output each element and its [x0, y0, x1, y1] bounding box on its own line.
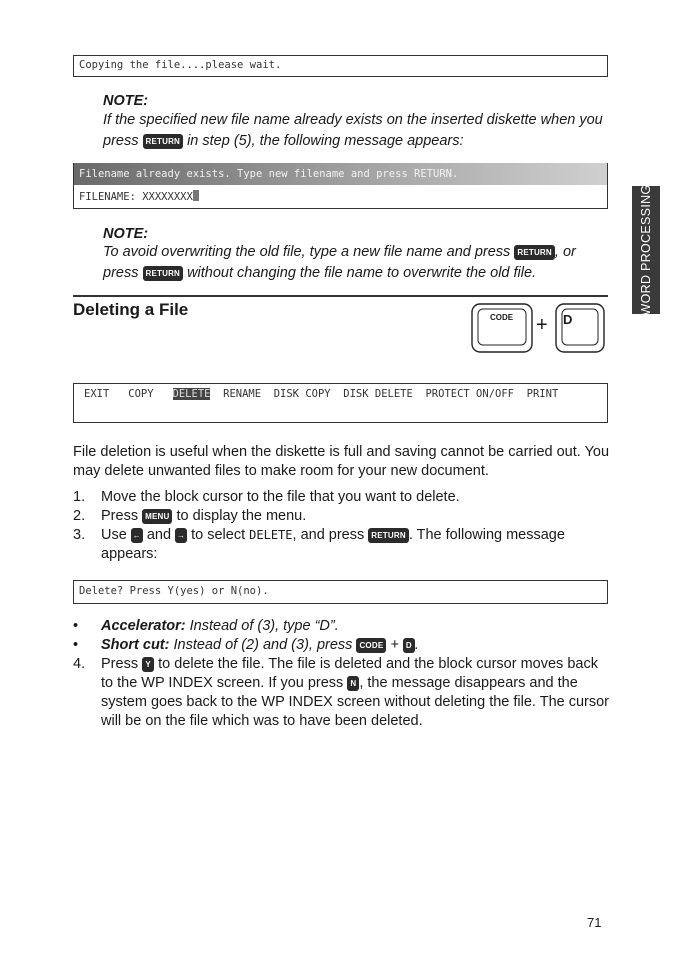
menu-item-print[interactable]: PRINT	[526, 388, 559, 400]
delete-confirm-text: Delete? Press Y(yes) or N(no).	[79, 585, 269, 597]
menu-item-disk-delete[interactable]: DISK DELETE	[343, 388, 413, 400]
menu-item-protect[interactable]: PROTECT ON/OFF	[425, 388, 514, 400]
y-key-icon: Y	[142, 657, 154, 672]
code-key-label: CODE	[490, 313, 514, 322]
left-arrow-key-icon: ←	[131, 528, 143, 543]
filename-exists-message: Filename already exists. Type new filename and press RETURN.	[79, 168, 459, 180]
section-title: Deleting a File	[73, 300, 189, 319]
note2-text: To avoid overwriting the old file, type a new file name and press RETURN , or press RETURN without changing the file name to overwrite the old file.	[103, 244, 576, 281]
d-key-icon: D	[403, 638, 415, 653]
return-key-icon: RETURN	[143, 266, 184, 281]
menu-item-copy[interactable]: COPY	[128, 388, 154, 400]
screen-file-menu	[73, 383, 608, 423]
code-key-icon: CODE	[356, 638, 386, 653]
screen-delete-confirm	[73, 580, 608, 604]
menu-bar	[84, 388, 558, 400]
screen-filename-exists	[73, 163, 608, 209]
return-key-icon: RETURN	[368, 528, 409, 543]
return-key-icon: RETURN	[514, 245, 555, 260]
screen-copying-message	[73, 55, 608, 77]
right-arrow-key-icon: →	[175, 528, 187, 543]
side-tab-word-processing: WORD PROCESSING	[632, 186, 660, 314]
intro-paragraph: File deletion is useful when the diskette is full and saving cannot be carried out. You may delete unwanted files to make room for your new document.	[73, 444, 610, 479]
filename-input[interactable]: XXXXXXXX	[142, 191, 193, 203]
section-divider	[73, 295, 608, 297]
return-key-icon: RETURN	[143, 134, 184, 149]
copying-text: Copying the file....please wait.	[79, 59, 282, 71]
d-key-label: D	[563, 312, 573, 327]
n-key-icon: N	[347, 676, 359, 691]
menu-item-exit[interactable]: EXIT	[84, 388, 110, 400]
menu-item-delete[interactable]: DELETE	[172, 388, 211, 400]
note2-heading: NOTE:	[103, 226, 149, 242]
filename-prompt: FILENAME: XXXXXXXX	[79, 190, 199, 203]
page-number: 71	[587, 915, 602, 930]
text-cursor	[193, 190, 199, 201]
menu-item-rename[interactable]: RENAME	[223, 388, 262, 400]
note1-heading: NOTE:	[103, 93, 149, 109]
menu-item-disk-copy[interactable]: DISK COPY	[273, 388, 331, 400]
note1-text: If the specified new file name already exists on the inserted diskette when you press RETURN in step (5), the following message appears:	[103, 112, 603, 149]
menu-key-icon: MENU	[142, 509, 172, 524]
plus-sign: +	[536, 314, 548, 336]
